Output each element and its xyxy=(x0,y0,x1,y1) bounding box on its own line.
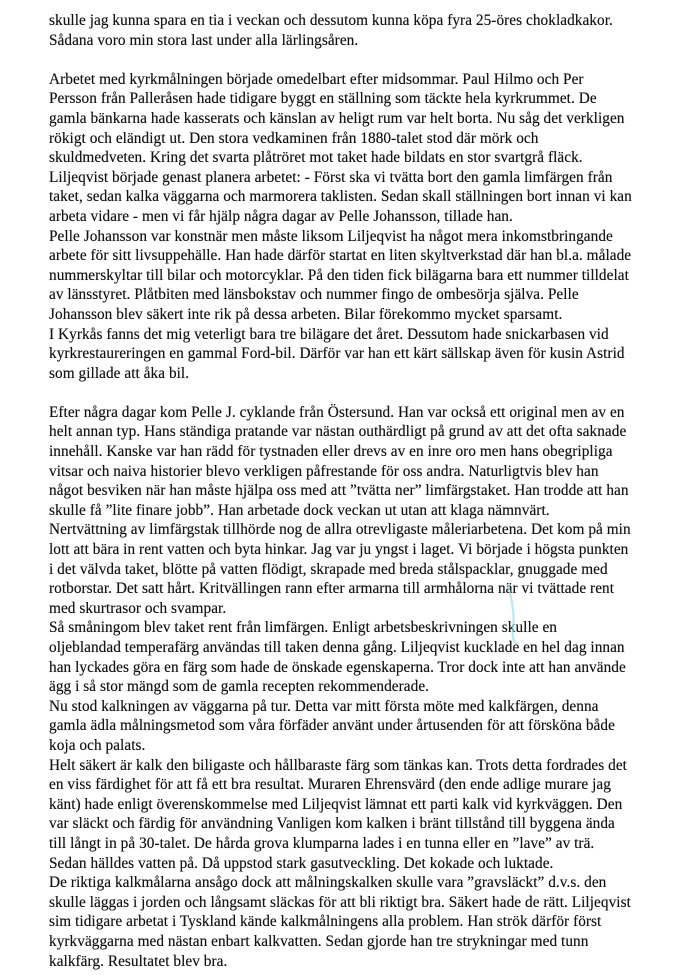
text-line: rotborstar. Det satt hårt. Kritvällingen rann efter armarna till armhålorna när vi tvättade rent xyxy=(49,580,615,598)
text-line: Efter några dagar kom Pelle J. cyklande från Östersund. Han var också ett original men av en xyxy=(49,403,625,421)
text-line: Så småningom blev taket rent från limfärgen. Enligt arbetsbeskrivningen skulle en xyxy=(49,619,558,637)
text-line: var släckt och färdig för användning Vanligen kom kalken i bränt tillstånd till byggena ända xyxy=(49,815,615,833)
text-line: skulle jag kunna spara en tia i veckan och dessutom kunna köpa fyra 25-öres chokladkakor. xyxy=(49,12,613,29)
text-line: helt annan typ. Hans ständiga pratande var nästan outhärdligt på grund av att det ofta saknade xyxy=(49,423,627,441)
text-line: De riktiga kalkmålarna ansågo dock att målningskalken skulle vara ”gravsläckt” d.v.s. den xyxy=(49,874,607,892)
text-line: Nertvättning av limfärgstak tillhörde nog de allra otrevligaste måleriarbetena. Det kom på min xyxy=(49,521,631,539)
text-line: lott att bära in rent vatten och byta hinkar. Jag var ju yngst i laget. Vi började i högsta punkten xyxy=(49,541,629,559)
text-line: en viss färdighet för att få ett bra resultat. Muraren Ehrensvärd (den ende adlige murare jag xyxy=(49,776,611,794)
text-line: i det välvda taket, blötte på vatten flödigt, skrapade med breda stålspacklar, gnuggade med xyxy=(49,560,608,578)
text-line: av länsstyret. Plåtbiten med länsbokstav och nummer fingo de ombesörja själva. Pelle xyxy=(49,286,579,304)
text-line: med skurtrasor och svampar. xyxy=(49,599,227,617)
text-line: kyrkrestaureringen en gammal Ford-bil. Därför var han ett kärt sällskap även för kusin Astrid xyxy=(49,345,625,363)
text-line: vitsar och naiva historier blevo verkligen påfrestande för oss andra. Naturligtvis blev han xyxy=(49,462,599,480)
paragraph xyxy=(49,70,666,384)
text-line: skulle läggas i jorden och långsamt släckas för att bli riktigt bra. Säkert hade de rätt. Liljeqvist xyxy=(49,893,631,911)
text-line: känt) hade enligt överenskommelse med Liljeqvist lämnat ett parti kalk vid kyrkväggen. Den xyxy=(49,795,623,813)
text-line: kyrkväggarna med nästan enbart kalkvatten. Sedan gjorde han tre strykningar med tunn xyxy=(49,932,589,950)
text-line: Liljeqvist började genast planera arbetet: - Först ska vi tvätta bort den gamla limfärgen från xyxy=(49,168,613,186)
text-line: skuldmedveten. Kring det svarta plåtröret mot taket hade bildats en stor svartgrå fläck. xyxy=(49,149,583,167)
text-line: taket, sedan kalka väggarna och marmorera taklisten. Sedan skall ställningen bort innan vi kan xyxy=(49,188,632,206)
text-line: Persson från Palleråsen hade tidigare byggt en ställning som täckte hela kyrkrummet. De xyxy=(49,90,597,108)
text-line: Sådana voro min stora last under alla lärlingsåren. xyxy=(49,31,359,49)
text-line: Helt säkert är kalk den biligaste och hållbaraste färg som tänkas kan. Trots detta fordrades det xyxy=(49,756,627,774)
text-line: Sedan hälldes vatten på. Då uppstod stark gasutveckling. Det kokade och luktade. xyxy=(49,854,554,872)
text-line: I Kyrkås fanns det mig veterligt bara tre bilägare det året. Dessutom hade snickarbasen vid xyxy=(49,325,609,343)
text-line: Nu stod kalkningen av väggarna på tur. Detta var mitt första möte med kalkfärgen, denna xyxy=(49,697,599,715)
text-line: som gillade att åka bil. xyxy=(49,364,190,382)
text-line: Pelle Johansson var konstnär men måste liksom Liljeqvist ha något mera inkomstbringande xyxy=(49,227,613,245)
text-line: koja och palats. xyxy=(49,736,146,754)
text-line: han lyckades göra en färg som hade de önskade egenskaperna. Tror dock inte att han använde xyxy=(49,658,626,676)
text-line: arbete för sitt livsuppehälle. Han hade därför startat en liten skyltverkstad där han bl.a. målade xyxy=(49,247,632,265)
text-line: rökigt och eländigt ut. Den stora vedkaminen från 1880-talet stod där mörk och xyxy=(49,129,539,147)
paragraph xyxy=(49,403,666,971)
text-line: gamla ädla målningsmetod som våra förfäder använt under årtusenden för att försköna både xyxy=(49,717,615,735)
text-line: nummerskyltar till bilar och motorcyklar. På den tiden fick bilägarna bara ett nummer tilldelat xyxy=(49,266,629,284)
document-body xyxy=(49,11,666,971)
text-line: Johansson blev säkert inte rik på dessa arbeten. Bilar förekommo mycket sparsamt. xyxy=(49,305,563,323)
text-line: skulle få ”lite finare jobb”. Han arbetade dock veckan ut utan att klaga nämnvärt. xyxy=(49,501,550,519)
text-line: oljeblandad temperafärg användas till taken denna gång. Liljeqvist kucklade en hel dag innan xyxy=(49,639,625,656)
text-line: gamla bänkarna hade kasserats och känslan av heligt rum var helt borta. Nu såg det verkligen xyxy=(49,109,625,127)
paragraph xyxy=(49,11,666,50)
text-line: sim tidigare arbetat i Tyskland kände kalkmålningens alla problem. Han strök därför först xyxy=(49,913,602,931)
text-line: arbeta vidare - men vi får hjälp några dagar av Pelle Johansson, tillade han. xyxy=(49,207,513,225)
text-line: något besviken när han måste hjälpa oss med att ”tvätta ner” limfärgstaket. Han trodde att han xyxy=(49,482,629,500)
text-line: Arbetet med kyrkmålningen började omedelbart efter midsommar. Paul Hilmo och Per xyxy=(49,70,584,88)
text-line: till långt in på 30-talet. De hårda grova klumparna lades i en tunna eller en ”lave” av trä. xyxy=(49,834,595,852)
text-line: kalkfärg. Resultatet blev bra. xyxy=(49,952,228,970)
text-line: ägg i så stor mängd som de gamla recepten rekommenderade. xyxy=(49,678,430,696)
text-line: innehåll. Kanske var han rädd för tystnaden eller drevs av en inre oro men hans obegripliga xyxy=(49,443,613,461)
